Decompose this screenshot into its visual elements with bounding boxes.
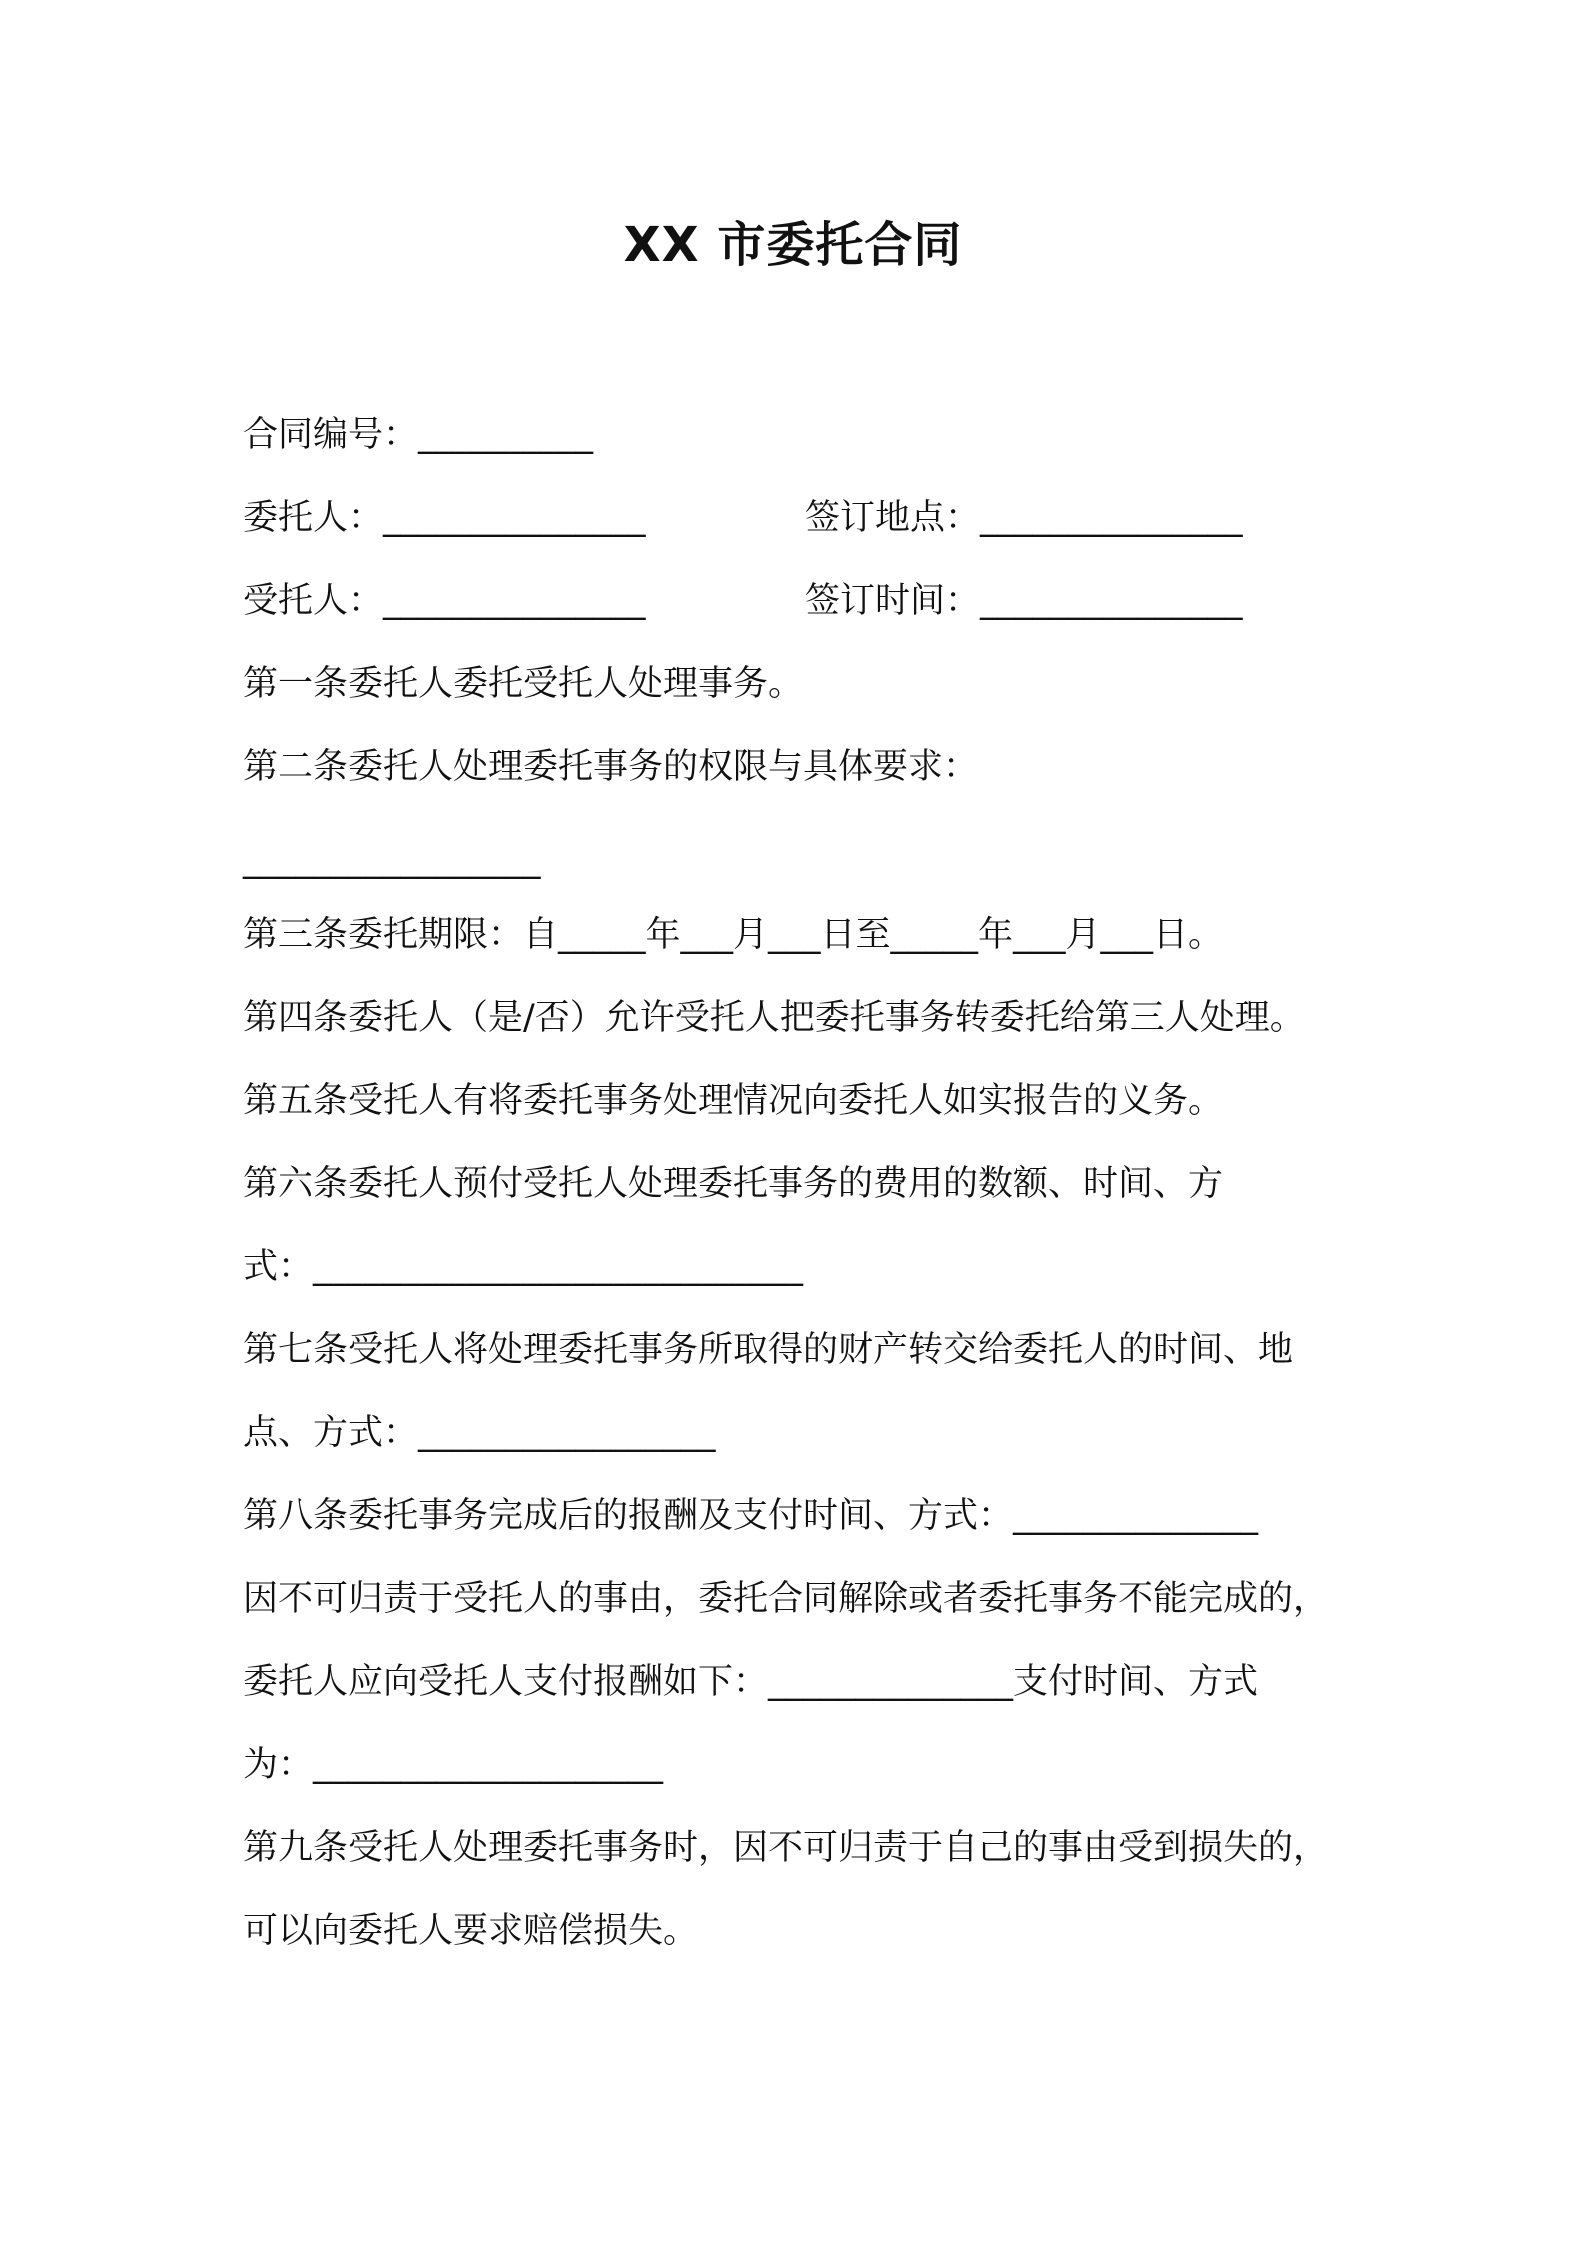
article-8-line-2: 因不可归责于受托人的事由，委托合同解除或者委托事务不能完成的，	[243, 1579, 1329, 1619]
article-9-line-2: 可以向委托人要求赔偿损失。	[243, 1911, 699, 1951]
contract-number-line: 合同编号：__________	[243, 415, 594, 455]
article-7-line-1: 第七条受托人将处理委托事务所取得的财产转交给委托人的时间、地	[243, 1330, 1294, 1370]
article-5: 第五条受托人有将委托事务处理情况向委托人如实报告的义务。	[243, 1081, 1224, 1121]
article-9-line-1: 第九条受托人处理委托事务时，因不可归责于自己的事由受到损失的，	[243, 1828, 1329, 1868]
article-8-line-1: 第八条委托事务完成后的报酬及支付时间、方式：______________	[243, 1496, 1259, 1536]
article-6-line-1: 第六条委托人预付受托人处理委托事务的费用的数额、时间、方	[243, 1164, 1224, 1204]
signing-time-line: 签订时间：_______________	[805, 581, 1243, 621]
principal-line: 委托人：_______________	[243, 498, 646, 538]
article-3: 第三条委托期限：自_____年___月___日至_____年___月___日。	[243, 915, 1224, 955]
signing-place-line: 签订地点：_______________	[805, 498, 1243, 538]
article-4: 第四条委托人（是/否）允许受托人把委托事务转委托给第三人处理。	[243, 998, 1305, 1038]
article-6-line-2: 式：____________________________	[243, 1247, 804, 1287]
article-1: 第一条委托人委托受托人处理事务。	[243, 664, 804, 704]
article-7-line-2: 点、方式：_________________	[243, 1413, 716, 1453]
agent-line: 受托人：_______________	[243, 581, 646, 621]
document-title: XX 市委托合同	[623, 217, 963, 273]
article-8-line-3: 委托人应向受托人支付报酬如下：______________支付时间、方式	[243, 1662, 1259, 1702]
article-2-blank: _________________	[243, 840, 541, 880]
article-2: 第二条委托人处理委托事务的权限与具体要求：	[243, 747, 979, 787]
article-8-line-4: 为：____________________	[243, 1745, 664, 1785]
